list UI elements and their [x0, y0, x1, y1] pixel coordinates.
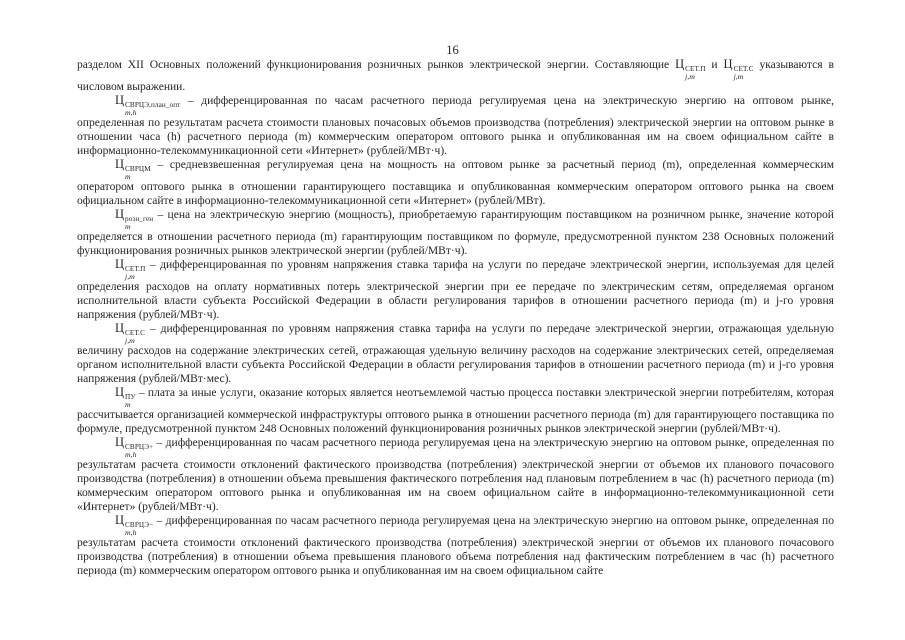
definition-text: – цена на электрическую энергию (мощность), приобретаемую гарантирующим поставщиком на розничном рынке, значение которой определяется в отношении расчетного периода (m) гарантирующим поставщиком по формуле, предусмотренной пунктом 238 Основных положений функционирования розничных рынков электрической энергии (рублей/МВт·ч). [77, 209, 834, 258]
definition-text: – дифференцированная по уровням напряжения ставка тарифа на услуги по передаче электрической энергии, отражающая удельную величину расходов на содержание электрических сетей, отражающая удельную величину расходов на содержание электрических сетей, определяемая органом исполнительной власти субъекта Российской Федерации в области регулирования тарифов в отношении расчетного периода (m) и j-го уровня напряжения (рублей/МВт·мес). [77, 323, 834, 386]
definition-text: – дифференцированная по уровням напряжения ставка тарифа на услуги по передаче электрической энергии, используемая для целей определения расходов на оплату нормативных потерь электрической энергии при ее передаче по электрическим сетям, определяемая органом исполнительной власти субъекта Российской Федерации в области регулирования тарифов в отношении расчетного периода (m) и j-го уровня напряжения (рублей/МВт·ч). [77, 259, 834, 322]
definition-paragraph [77, 258, 834, 322]
definition-paragraph [77, 386, 834, 436]
definition-paragraph [77, 208, 834, 258]
symbol-base: Ц [115, 513, 125, 528]
symbol-subscript: j,m [685, 72, 695, 81]
price-symbol [115, 386, 136, 408]
price-symbol [115, 208, 153, 230]
symbol-subscript: j,m [125, 336, 135, 346]
definition-paragraph [77, 94, 834, 158]
symbol-base: Ц [115, 385, 125, 400]
symbol-base: Ц [723, 57, 733, 71]
definition-text: – плата за иные услуги, оказание которых является неотъемлемой частью процесса поставки электрической энергии потребителям, которая рассчитывается организацией коммерческой инфраструктуры оптового рынка в отношении расчетного периода (m) для гарантирующего поставщика по формуле, предусмотренной пунктом 248 Основных положений функционирования розничных рынков электрической энергии (рублей/МВт·ч). [77, 387, 834, 436]
symbol-superscript: СВРЦЭ,план_опт [125, 101, 181, 110]
definition-paragraph [77, 322, 834, 386]
symbol-superscript: СВРЦЭ− [125, 521, 154, 530]
page-number: 16 [446, 43, 459, 57]
symbol-superscript: СЕТ.С [125, 329, 145, 338]
price-symbol [115, 322, 145, 344]
definition-text: – средневзвешенная регулируемая цена на мощность на оптовом рынке за расчетный период (m), определенная коммерческим оператором оптового рынка в отношении гарантирующего поставщика и опубликованная коммерческим оператором оптового рынка на своем официальном сайте в информационно-телекоммуникационной сети «Интернет» (рублей/МВт). [77, 159, 834, 208]
intro-conjunction: и [705, 59, 724, 71]
symbol-subscript: j,m [125, 272, 135, 282]
price-symbol [115, 158, 151, 180]
symbol-base: Ц [115, 93, 125, 108]
symbol-base: Ц [115, 257, 125, 272]
symbol-subscript: m [125, 222, 131, 232]
symbol-subscript: m [125, 400, 131, 410]
symbol-superscript: ПУ [125, 393, 136, 402]
definition-paragraph [77, 514, 834, 578]
intro-text-after: указываются в числовом выражении. [77, 59, 835, 93]
price-symbol [115, 258, 145, 280]
symbol-superscript: розн_ген [125, 215, 154, 224]
symbol-superscript: СВРЦЭ+ [125, 443, 154, 452]
symbol-base: Ц [115, 157, 125, 172]
symbol-base: Ц [115, 321, 125, 336]
definition-text: – дифференцированная по часам расчетного периода регулируемая цена на электрическую энергию на оптовом рынке, определенная по результатам расчета стоимости плановых почасовых объемов производства (потребления) электрической энергии на оптовом рынке в отношении часа (h) расчетного периода (m) коммерческим оператором оптового рынка и опубликованная им на своем официальном сайте в информационно-телекоммуникационной сети «Интернет» (рублей/МВт·ч). [77, 95, 834, 158]
symbol-superscript: СВРЦМ [125, 165, 151, 174]
symbol-base: Ц [115, 435, 125, 450]
definition-paragraph [77, 436, 834, 514]
document-body [77, 58, 834, 578]
price-symbol [115, 514, 153, 536]
symbol-subscript: j,m [733, 72, 744, 81]
price-symbol [115, 436, 153, 458]
tariff-symbol-set-p [675, 58, 705, 80]
symbol-subscript: m,h [125, 450, 137, 460]
definition-text: – дифференцированная по часам расчетного периода регулируемая цена на электрическую энергию на оптовом рынке, определенная по результатам расчета стоимости отклонений фактического производства (потребления) электрической энергии от объемов их планового почасового производства (потребления) в отношении объема превышения фактического потребления над плановым потреблением в час (h) расчетного периода (m) коммерческим оператором оптового рынка и опубликованная им на своем официальном сайте в информационно-телекоммуникационной сети «Интернет» (рублей/МВт·ч). [77, 437, 834, 514]
symbol-superscript: СЕТ.П [125, 265, 146, 274]
symbol-subscript: m,h [125, 528, 137, 538]
symbol-subscript: m,h [125, 108, 137, 118]
intro-text-before: разделом XII Основных положений функционирования розничных рынков электрической энергии. Составляющие [77, 59, 676, 71]
definition-paragraph [77, 158, 834, 208]
tariff-symbol-set-s [724, 58, 754, 80]
definition-text: – дифференцированная по часам расчетного периода регулируемая цена на электрическую энергию на оптовом рынке, определенная по результатам расчета стоимости отклонений фактического производства (потребления) электрической энергии от объемов их планового почасового производства (потребления) в отношении объема превышения планового объема потребления над фактическим потреблением в час (h) расчетного периода (m) коммерческим оператором оптового рынка и опубликованная им на своем официальном сайте [77, 515, 834, 578]
symbol-subscript: m [125, 172, 131, 182]
symbol-base: Ц [115, 207, 125, 222]
symbol-superscript: СЕТ.П [685, 65, 706, 73]
symbol-superscript: СЕТ.С [733, 65, 754, 73]
price-symbol [115, 94, 180, 116]
intro-paragraph [77, 58, 834, 94]
symbol-base: Ц [675, 57, 685, 71]
